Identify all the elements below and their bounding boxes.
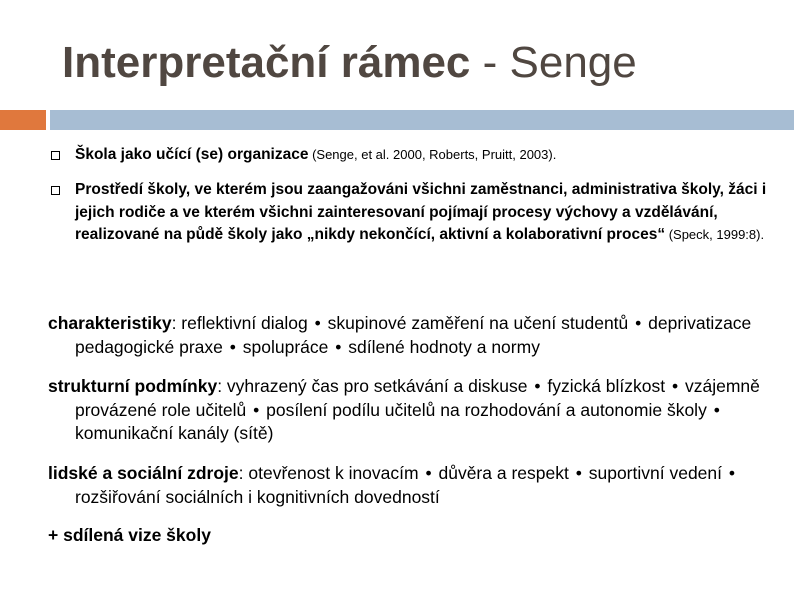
bullet-dot-icon: • [425, 463, 432, 483]
page-title [62, 38, 637, 88]
bullet-dot-icon: • [335, 336, 342, 357]
accent-bar-blue [50, 110, 794, 130]
section-item: otevřenost k inovacím [248, 463, 419, 483]
section-item: důvěra a respekt [438, 463, 569, 483]
bullet-2-text: Prostředí školy, ve kterém jsou zaangažováni všichni zaměstnanci, administrativa školy, žáci i jejich rodiče a ve kterém všichni zainteresovaní pojímají procesy výchovy a vzdělávání, realizované na půdě školy jako [75, 181, 767, 243]
section-item: skupinové zaměření na učení studentů [327, 313, 629, 333]
bullet-dot-icon: • [314, 313, 321, 333]
bullet-1-citation: (Senge, et al. 2000, Roberts, Pruitt, 2003). [308, 147, 557, 162]
section-item: rozšiřování sociálních i kognitivních dovedností [75, 486, 440, 507]
section-item: reflektivní dialog [181, 313, 308, 333]
accent-bar-orange [0, 110, 46, 130]
bullet-2-quote: „nikdy nekončící, aktivní a kolaborativní proces“ [306, 226, 666, 243]
bullet-square-icon [51, 151, 60, 160]
section-item: fyzická blízkost [547, 376, 666, 396]
bullet-dot-icon: • [713, 399, 720, 420]
section-label: lidské a sociální zdroje [48, 463, 239, 483]
section-item: posílení podílu učitelů na rozhodování a autonomie školy [266, 399, 707, 420]
bullet-1-text: Škola jako učící (se) organizace [75, 146, 309, 163]
section-item: spolupráce [242, 336, 329, 357]
bullet-dot-icon: • [229, 336, 236, 357]
section-item: vzájemně provázené role učitelů [75, 376, 760, 420]
bullet-item-2 [75, 179, 780, 247]
section-item: komunikační kanály (sítě) [75, 423, 274, 443]
title-main: Interpretační rámec [62, 38, 471, 87]
bullet-dot-icon: • [575, 463, 582, 483]
bullet-dot-icon: • [728, 463, 736, 483]
bullet-item-1 [75, 144, 775, 166]
section-label: strukturní podmínky [48, 376, 218, 396]
section-lidske-zdroje: lidské a sociální zdroje: otevřenost k inovacím • důvěra a respekt • suportivní vedení • rozšiřování sociálních i kognitivních dovedností [48, 463, 736, 507]
section-item: deprivatizace pedagogické praxe [75, 313, 752, 357]
bullet-dot-icon: • [253, 399, 260, 420]
title-suffix: - Senge [470, 38, 637, 87]
section-item: sdílené hodnoty a normy [348, 336, 540, 357]
bullet-dot-icon: • [534, 376, 541, 396]
section-item: vyhrazený čas pro setkávání a diskuse [226, 376, 528, 396]
footer-note: + sdílená vize školy [48, 525, 211, 545]
bullet-2-citation: (Speck, 1999:8). [665, 227, 765, 242]
bullet-square-icon [51, 186, 60, 195]
section-label: charakteristiky [48, 313, 172, 333]
bullet-dot-icon: • [635, 313, 642, 333]
section-item: suportivní vedení [588, 463, 723, 483]
section-charakteristiky: charakteristiky: reflektivní dialog • skupinové zaměření na učení studentů • deprivatizace pedagogické praxe • spolupráce • sdílené hodnoty a normy [48, 313, 752, 357]
section-strukturni-podminky: strukturní podmínky: vyhrazený čas pro setkávání a diskuse • fyzická blízkost • vzájemně provázené role učitelů • posílení podílu učitelů na rozhodování a autonomie školy • komunikační kanály (sítě) [48, 376, 760, 443]
bullet-dot-icon: • [671, 376, 679, 396]
